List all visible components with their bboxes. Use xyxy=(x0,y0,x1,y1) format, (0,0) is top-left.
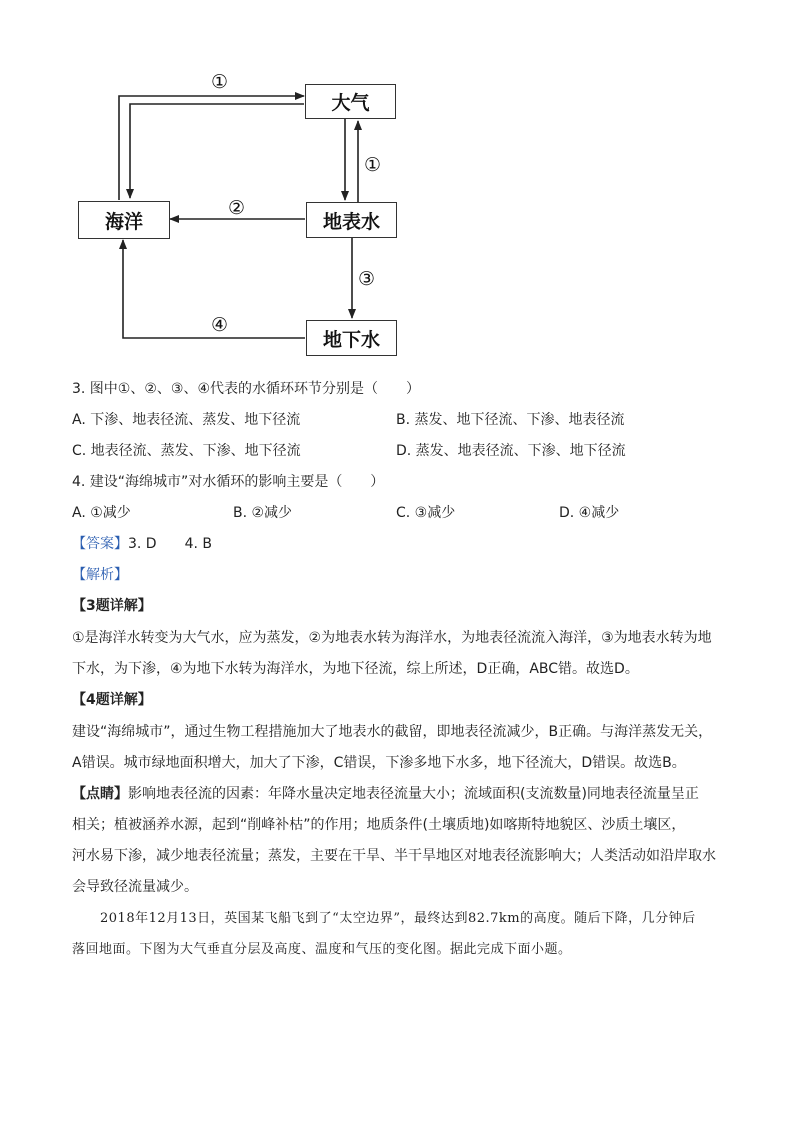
diagram-arrows xyxy=(0,0,794,370)
q4-option-c: C. ③减少 xyxy=(396,505,456,521)
answer-text: 3. D 4. B xyxy=(128,536,212,552)
tip-line3: 河水易下渗，减少地表径流量；蒸发，主要在干旱、半干旱地区对地表径流影响大；人类活动如沿岸取水 xyxy=(72,848,716,864)
tip-line4: 会导致径流量减少。 xyxy=(72,879,198,895)
detail3-line1: ①是海洋水转变为大气水，应为蒸发，②为地表水转为海洋水，为地表径流流入海洋，③为地表水转为地 xyxy=(72,630,712,646)
detail4-line2: A错误。城市绿地面积增大，加大了下渗，C错误，下渗多地下水多，地下径流大，D错误。故选B。 xyxy=(72,755,686,771)
q3-option-d: D. 蒸发、地表径流、下渗、地下径流 xyxy=(396,443,626,459)
marker-4: ④ xyxy=(211,314,229,336)
q3-stem: 3. 图中①、②、③、④代表的水循环环节分别是（ ） xyxy=(72,381,421,397)
passage-line1: 2018年12月13日，英国某飞船飞到了“太空边界”，最终达到82.7km的高度。随后下降，几分钟后 xyxy=(100,911,696,926)
q4-option-b: B. ②减少 xyxy=(233,505,293,521)
tip-label: 【点睛】 xyxy=(72,786,128,802)
q4-stem: 4. 建设“海绵城市”对水循环的影响主要是（ ） xyxy=(72,474,385,490)
detail3-line2: 下水，为下渗，④为地下水转为海洋水，为地下径流，综上所述，D正确，ABC错。故选D。 xyxy=(72,661,639,677)
node-groundwater: 地下水 xyxy=(306,320,397,356)
q4-option-a: A. ①减少 xyxy=(72,505,131,521)
detail4-label: 【4题详解】 xyxy=(72,692,152,708)
node-atmosphere: 大气 xyxy=(305,84,396,119)
arrow-precipitation-ocean xyxy=(130,104,304,198)
marker-1-right: ① xyxy=(364,154,382,176)
q3-option-a: A. 下渗、地表径流、蒸发、地下径流 xyxy=(72,412,301,428)
q4-option-d: D. ④减少 xyxy=(559,505,620,521)
answer-label: 【答案】 xyxy=(72,536,128,552)
marker-3: ③ xyxy=(358,268,376,290)
water-cycle-diagram xyxy=(0,0,794,370)
detail4-line1: 建设“海绵城市”，通过生物工程措施加大了地表水的截留，即地表径流减少，B正确。与海洋蒸发无关， xyxy=(72,724,713,740)
tip-line2: 相关；植被涵养水源，起到“削峰补枯”的作用；地质条件(土壤质地)如喀斯特地貌区、沙质土壤区， xyxy=(72,817,686,833)
q3-option-c: C. 地表径流、蒸发、下渗、地下径流 xyxy=(72,443,301,459)
marker-2: ② xyxy=(228,197,246,219)
arrow-evaporation-ocean xyxy=(119,96,304,200)
answer-row xyxy=(72,534,212,554)
marker-1-top: ① xyxy=(211,71,229,93)
tip-line1 xyxy=(72,784,699,804)
node-surface-water: 地表水 xyxy=(306,202,397,238)
analysis-label: 【解析】 xyxy=(72,567,128,583)
tip-text: 影响地表径流的因素：年降水量决定地表径流量大小；流域面积(支流数量)同地表径流量呈正 xyxy=(128,786,699,802)
q3-option-b: B. 蒸发、地下径流、下渗、地表径流 xyxy=(396,412,625,428)
node-ocean: 海洋 xyxy=(78,201,170,239)
passage-line2: 落回地面。下图为大气垂直分层及高度、温度和气压的变化图。据此完成下面小题。 xyxy=(72,942,572,957)
detail3-label: 【3题详解】 xyxy=(72,598,152,614)
